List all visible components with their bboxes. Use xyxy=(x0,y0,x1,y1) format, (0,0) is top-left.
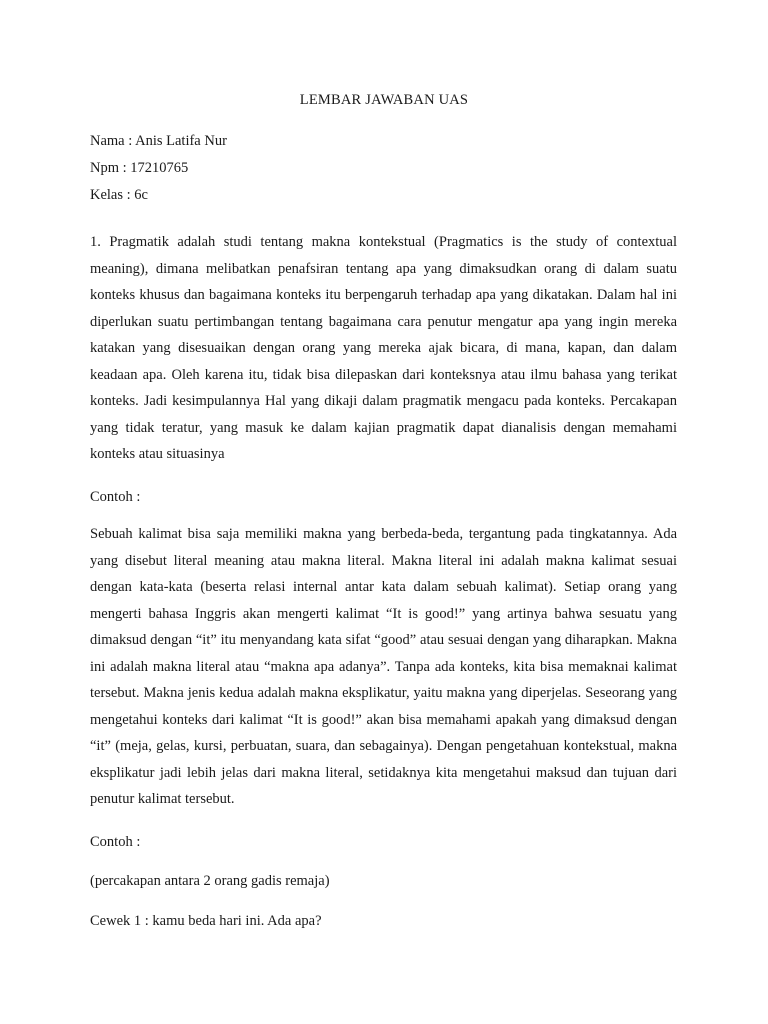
answer-paragraph-2: Sebuah kalimat bisa saja memiliki makna yang berbeda-beda, tergantung pada tingkatannya. Ada yang disebut literal meaning atau makna literal. Makna literal ini adalah makna kalimat sesuai dengan kata-kata (beserta relasi internal antar kata dalam sebuah kalimat). Setiap orang yang mengerti bahasa Inggris akan mengerti kalimat “It is good!” yang artinya bahwa sesuatu yang dimaksud dengan “it” itu menyandang kata sifat “good” atau sesuai dengan yang diharapkan. Makna ini adalah makna literal atau “makna apa adanya”. Tanpa ada konteks, kita bisa memaknai kalimat tersebut. Makna jenis kedua adalah makna eksplikatur, yaitu makna yang diperjelas. Seseorang yang mengetahui konteks dari kalimat “It is good!” akan bisa memahami apakah yang dimaksud dengan “it” (meja, gelas, kursi, perbuatan, suara, dan sebagainya). Dengan pengetahuan kontekstual, makna eksplikatur jadi lebih jelas dari makna literal, setidaknya kita mengetahui maksud dan tujuan dari penutur kalimat tersebut. xyxy=(90,526,677,807)
student-name: Nama : Anis Latifa Nur xyxy=(90,133,227,149)
student-npm: Npm : 17210765 xyxy=(90,160,189,176)
student-class: Kelas : 6c xyxy=(90,187,148,203)
example-label-1: Contoh : xyxy=(90,489,141,505)
conversation-context: (percakapan antara 2 orang gadis remaja) xyxy=(90,873,330,889)
example-label-2: Contoh : xyxy=(90,834,141,850)
answer-paragraph-1: 1. Pragmatik adalah studi tentang makna kontekstual (Pragmatics is the study of contextual meaning), dimana melibatkan penafsiran tentang apa yang dimaksudkan orang di dalam suatu konteks khusus dan bagaimana konteks itu berpengaruh terhadap apa yang dikatakan. Dalam hal ini diperlukan suatu pertimbangan tentang bagaimana cara penutur mengatur apa yang ingin mereka katakan yang disesuaikan dengan orang yang mereka ajak bicara, di mana, kapan, dan dalam keadaan apa. Oleh karena itu, tidak bisa dilepaskan dari konteksnya atau ilmu bahasa yang terikat konteks. Jadi kesimpulannya Hal yang dikaji dalam pragmatik mengacu pada konteks. Percakapan yang tidak teratur, yang masuk ke dalam kajian pragmatik dapat dianalisis dengan memahami konteks atau situasinya xyxy=(90,234,677,462)
document-title: LEMBAR JAWABAN UAS xyxy=(299,92,469,108)
conversation-line-1: Cewek 1 : kamu beda hari ini. Ada apa? xyxy=(90,913,322,929)
